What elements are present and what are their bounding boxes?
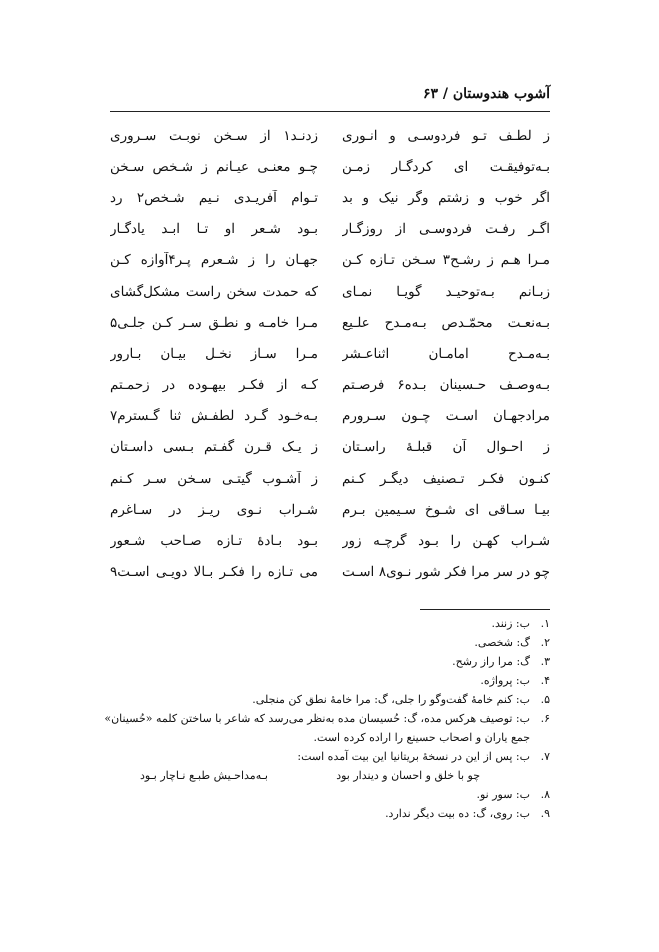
footnote-text: ب: پرواژه. (480, 674, 530, 687)
hemistich-right: بیـا سـاقی ای شـوخ سـیمین بـرم (342, 501, 550, 518)
verse-row (110, 151, 550, 182)
hemistich-right: اگـر رفـت فردوسـی از روزگـار (342, 221, 550, 238)
verse-row (110, 182, 550, 213)
footnote-text: ب: توصیف هرکس مده، گ: حُسیسان مده به‌نظر می‌رسد که شاعر با ساختن کلمه «حُسینان» (104, 712, 530, 725)
footnote-number: ۱. (540, 617, 550, 630)
hemistich-right: بـه‌نعـت محمّـدص بـه‌مـدح علـیع (342, 314, 550, 331)
hemistich-right: اگر خوب و زشتم وگر نیک و بد (342, 189, 550, 206)
hemistich-right: بـه‌وصـف حـسینان بـده۶ فرصـتم (342, 377, 550, 394)
verse-row (110, 307, 550, 338)
hemistich-left: ز یـک قـرن گفـتم بـسی داسـتان (110, 439, 318, 456)
verse-row (110, 494, 550, 525)
footnote-number: ۵. (540, 693, 550, 706)
hemistich-right: شـراب کهـن را بـود گرچـه زور (342, 533, 550, 550)
hemistich-left: ز آشـوب گیتـی سـخن سـر کـنم (110, 470, 318, 487)
footnote-verse (110, 766, 550, 785)
verse-row (110, 214, 550, 245)
footnote (110, 785, 550, 804)
footnotes (104, 614, 550, 823)
verse-row (110, 432, 550, 463)
hemistich-left: جهـان را ز شـعرم پـر۴آوازه کـن (110, 252, 318, 269)
footnote (110, 747, 550, 766)
hemistich-left: تـوام آفریـدی نـیم شـخص۲ رد (110, 189, 318, 206)
footnote-number: ۶. (540, 712, 550, 725)
verse-row (110, 370, 550, 401)
hemistich-left: بـود بـادۀ تـازه صـاحب شـعور (110, 533, 318, 550)
hemistich-right: کنـون فکـر تـصنیف دیگـر کـنم (342, 470, 550, 487)
footnote-number: ۸. (540, 788, 550, 801)
hemistich-left: می تـازه را فکـر بـالا دویـی اسـت۹ (110, 564, 318, 581)
hemistich-right: ز احـوال آن قبلـۀ راسـتان (342, 439, 550, 456)
footnote-number: ۲. (540, 636, 550, 649)
verse-row (110, 463, 550, 494)
footnote-text: گ: شخصی. (474, 636, 530, 649)
hemistich-left: بـه‌خـود گـرد لطفـش ثنا گـسترم۷ (110, 408, 318, 425)
footnote (110, 614, 550, 633)
verse-row (110, 401, 550, 432)
hemistich-right: مرادجهـان اسـت چـون سـرورم (342, 408, 550, 425)
hemistich-left: مـرا سـاز نخـل بیـان بـارور (110, 345, 318, 362)
hemistich-right: مـرا هـم ز رشـح۳ سـخن تـازه کـن (342, 252, 550, 269)
hemistich-left: که حمدت سخن راست مشکل‌گشای (110, 283, 318, 300)
hemistich-left: بـود شـعر او تـا ابـد یادگـار (110, 221, 318, 238)
hemistich-left: کـه از فکـر بیهـوده در زحمـتم (110, 377, 318, 394)
footnote-text: ب: روی، گ: ده بیت دیگر ندارد. (385, 807, 530, 820)
footnote-verse-right: چو با خلق و احسان و دیندار بود (336, 769, 480, 782)
footnote-number: ۴. (540, 674, 550, 687)
verse-row (110, 245, 550, 276)
header-rule (110, 111, 550, 112)
footnote-continuation: جمع یاران و اصحاب حسینع را اراده کرده است. (313, 731, 530, 744)
footnote-text: ب: کنم خامۀ گفت‌وگو را جلی، گ: مرا خامۀ نطق کن منجلی. (252, 693, 530, 706)
footnote-text: گ: مرا راز رشح. (452, 655, 530, 668)
footnote (104, 709, 550, 728)
verse-row (110, 525, 550, 556)
footnote-number: ۷. (540, 750, 550, 763)
hemistich-right: بـه‌توفیقـت ای کردگـار زمـن (342, 158, 550, 175)
page-header: آشوب هندوستان / ۶۳ (422, 86, 550, 102)
hemistich-right: ز لطـف تـو فردوسـی و انـوری (342, 127, 550, 144)
footnote-number: ۳. (540, 655, 550, 668)
footnote-text: ب: پس از این در نسخۀ بریتانیا این بیت آمده است: (297, 750, 530, 763)
hemistich-left: چـو معنـی عیـانم ز شـخص سـخن (110, 158, 318, 175)
footnote-rule (420, 609, 550, 610)
verse-row (110, 338, 550, 369)
footnote (110, 690, 550, 709)
footnote (110, 804, 550, 823)
footnote-text: ب: زنند. (491, 617, 530, 630)
footnote (110, 652, 550, 671)
hemistich-left: مـرا خامـه و نطـق سـر کـن جلـی۵ (110, 314, 318, 331)
footnote-number: ۹. (540, 807, 550, 820)
footnote (110, 671, 550, 690)
hemistich-left: زدنـد۱ از سـخن نوبـت سـروری (110, 127, 318, 144)
footnote (110, 633, 550, 652)
hemistich-right: بـه‌مـدح امامـان اثناعـشر (342, 345, 550, 362)
hemistich-right: چو در سر مرا فکر شور نـوی۸ اسـت (342, 564, 550, 581)
verse-row (110, 276, 550, 307)
footnote-verse-left: بـه‌مداحـیش طبـع نـاچار بـود (140, 769, 268, 782)
verse-row (110, 557, 550, 588)
hemistich-right: زبـانم بـه‌توحیـد گویـا نمـای (342, 283, 550, 300)
verse-row (110, 120, 550, 151)
poem (110, 120, 550, 588)
footnote-text: ب: سور نو. (476, 788, 530, 801)
hemistich-left: شـراب نـوی ریـز در سـاغرم (110, 501, 318, 518)
